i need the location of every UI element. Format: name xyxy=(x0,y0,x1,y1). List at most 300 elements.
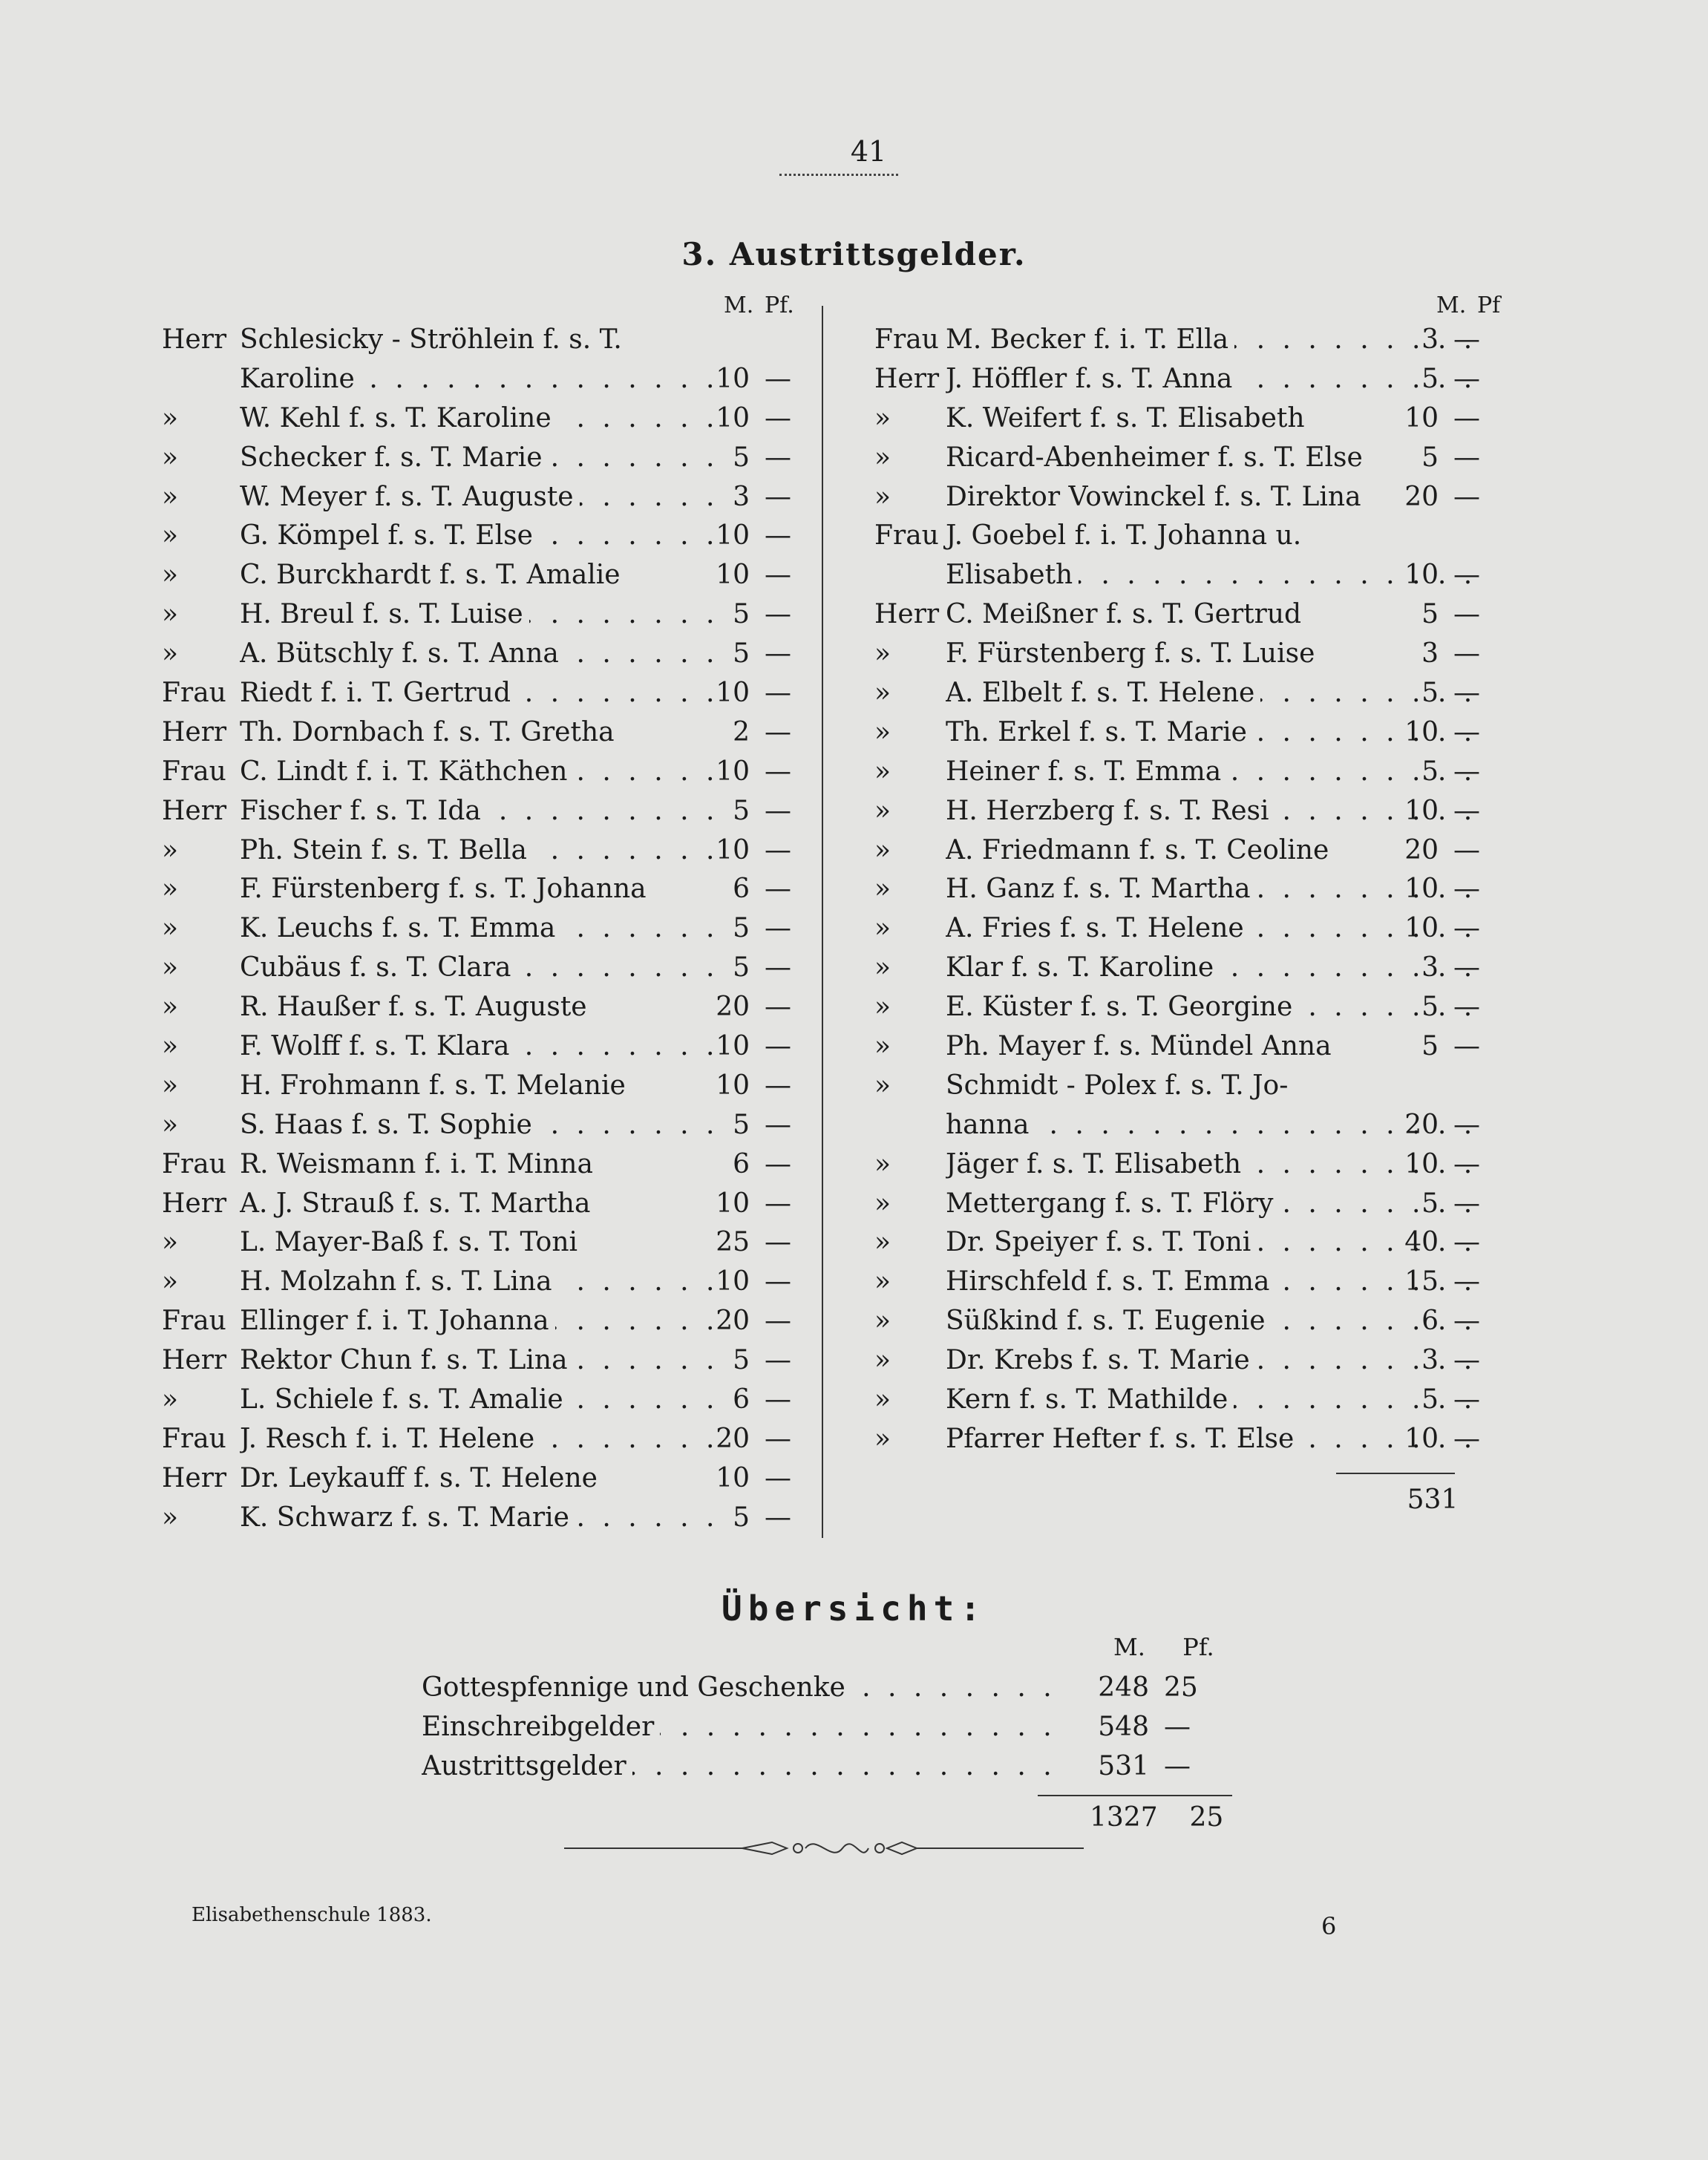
entry-name xyxy=(240,1145,730,1185)
entry-name-text: A. J. Strauß f. s. T. Martha xyxy=(240,1188,596,1219)
amount-pfennig: — xyxy=(1453,442,1480,473)
entry-name-text: C. Meißner f. s. T. Gertrud xyxy=(946,599,1307,629)
entry-title: Frau xyxy=(162,1423,226,1454)
amount-pfennig: — xyxy=(1453,1031,1480,1062)
entry-title: Herr xyxy=(162,324,227,355)
entry-title: Herr xyxy=(874,599,940,630)
amount-pfennig: — xyxy=(765,1188,791,1219)
entry-name-text: Th. Dornbach f. s. T. Gretha xyxy=(240,717,621,747)
amount-mark: 10 xyxy=(1404,1148,1439,1179)
entry-title: » xyxy=(874,1031,891,1062)
entry-name-text: H. Molzahn f. s. T. Lina xyxy=(240,1266,558,1297)
entry-title: » xyxy=(874,481,891,512)
entry-name-text: Mettergang f. s. T. Flöry xyxy=(946,1188,1279,1219)
amount-mark: 5 xyxy=(733,1109,750,1140)
entry-name xyxy=(240,1106,730,1145)
amount-mark: 3 xyxy=(1421,1345,1439,1376)
amount-pfennig: — xyxy=(765,481,791,512)
entry-name xyxy=(240,949,730,988)
entry-title: » xyxy=(162,520,179,552)
right-head-pf: Pf xyxy=(1477,292,1501,318)
amount-pfennig: — xyxy=(1453,874,1480,905)
amount-mark: 5 xyxy=(733,913,750,944)
amount-mark: 20 xyxy=(1404,1109,1439,1140)
entry-name-text: H. Herzberg f. s. T. Resi xyxy=(946,796,1275,826)
amount-mark: 5 xyxy=(733,1502,750,1533)
entry-name-text: Ph. Stein f. s. T. Bella xyxy=(240,835,533,865)
amount-mark: 20 xyxy=(716,1423,750,1454)
amount-mark: 25 xyxy=(716,1227,750,1258)
entry-name xyxy=(240,1341,730,1381)
entry-title: » xyxy=(162,1502,179,1533)
entry-name-text: K. Schwarz f. s. T. Marie xyxy=(240,1502,575,1533)
amount-mark: 2 xyxy=(733,716,750,747)
entry-name xyxy=(240,831,730,871)
entry-title: » xyxy=(162,1031,179,1062)
entry-name xyxy=(240,360,730,399)
entry-name xyxy=(240,399,730,439)
entry-name xyxy=(240,988,730,1027)
entry-title: Frau xyxy=(874,520,939,552)
page-number-ornament xyxy=(779,166,898,176)
amount-mark: 10 xyxy=(716,678,750,709)
entry-title: » xyxy=(162,442,179,473)
overview-label xyxy=(422,1668,1053,1708)
amount-pfennig: — xyxy=(1453,1148,1480,1179)
amount-mark: 3 xyxy=(1421,952,1439,984)
amount-pfennig: — xyxy=(1453,716,1480,747)
entry-title: » xyxy=(874,913,891,944)
amount-pfennig: — xyxy=(1453,402,1480,433)
overview-label-text: Austrittsgelder xyxy=(422,1751,632,1781)
entry-name-text: F. Fürstenberg f. s. T. Luise xyxy=(946,638,1321,669)
entry-title: » xyxy=(874,1188,891,1219)
entry-title: » xyxy=(874,952,891,984)
entry-title: » xyxy=(874,1148,891,1179)
entry-title: » xyxy=(162,834,179,865)
amount-mark: 10 xyxy=(716,1031,750,1062)
amount-mark: 10 xyxy=(716,402,750,433)
entry-name-text: Direktor Vowinckel f. s. T. Lina xyxy=(946,482,1367,512)
amount-pfennig: — xyxy=(765,1502,791,1533)
overview-head-pf: Pf. xyxy=(1182,1633,1214,1661)
amount-pfennig: — xyxy=(1453,1266,1480,1297)
entry-name-text: Riedt f. i. T. Gertrud xyxy=(240,678,517,708)
entry-title: » xyxy=(162,481,179,512)
entry-name-text: H. Ganz f. s. T. Martha xyxy=(946,874,1257,904)
amount-mark: 5 xyxy=(1421,756,1439,787)
entry-name xyxy=(240,321,730,360)
entry-name xyxy=(240,1420,730,1459)
amount-mark: 10 xyxy=(716,1266,750,1297)
entry-title: Frau xyxy=(162,756,226,787)
entry-name xyxy=(240,1263,730,1302)
amount-pfennig: — xyxy=(1453,1423,1480,1454)
entry-name-text: Heiner f. s. T. Emma xyxy=(946,756,1227,787)
entry-title: » xyxy=(162,874,179,905)
column-separator xyxy=(822,306,823,1538)
entry-name xyxy=(240,713,730,753)
amount-pfennig: — xyxy=(1453,638,1480,670)
entry-title: » xyxy=(162,1266,179,1297)
entry-name-text: Ellinger f. i. T. Johanna xyxy=(240,1306,555,1336)
overview-label-text: Einschreibgelder xyxy=(422,1712,660,1742)
amount-mark: 10 xyxy=(716,834,750,865)
entry-name xyxy=(240,1499,730,1538)
amount-pfennig: — xyxy=(765,913,791,944)
entry-title: » xyxy=(874,1345,891,1376)
entry-title: Frau xyxy=(162,1148,226,1179)
amount-pfennig: — xyxy=(765,363,791,394)
entry-title: » xyxy=(162,638,179,670)
entry-name xyxy=(240,1223,730,1263)
entry-title: » xyxy=(874,1070,891,1101)
entry-name-text: Cubäus f. s. T. Clara xyxy=(240,952,517,983)
amount-mark: 10 xyxy=(1404,1423,1439,1454)
overview-amount-mark: 531 xyxy=(1098,1751,1149,1781)
amount-pfennig: — xyxy=(765,1148,791,1179)
entry-title: » xyxy=(162,1109,179,1140)
overview-title: Übersicht: xyxy=(722,1588,986,1629)
overview-amount-pfennig: — xyxy=(1164,1751,1191,1781)
overview-amount-pfennig: — xyxy=(1164,1712,1191,1742)
entry-name xyxy=(240,1302,730,1341)
entry-name-text: Jäger f. s. T. Elisabeth xyxy=(946,1149,1247,1179)
amount-pfennig: — xyxy=(1453,1109,1480,1140)
entry-name-text: E. Küster f. s. T. Georgine xyxy=(946,992,1298,1022)
entry-name xyxy=(240,1459,730,1499)
amount-pfennig: — xyxy=(765,678,791,709)
overview-row xyxy=(422,1707,1238,1747)
amount-mark: 5 xyxy=(733,442,750,473)
amount-mark: 10 xyxy=(716,560,750,591)
amount-mark: 3 xyxy=(733,481,750,512)
entry-name-text: Elisabeth xyxy=(946,560,1079,590)
overview-total xyxy=(1090,1802,1223,1833)
amount-mark: 5 xyxy=(733,599,750,630)
entry-title: Herr xyxy=(162,1462,227,1493)
amount-mark: 10 xyxy=(716,363,750,394)
overview-total-pf: 25 xyxy=(1189,1802,1224,1833)
entry-name-text: Fischer f. s. T. Ida xyxy=(240,796,487,826)
amount-pfennig: — xyxy=(765,599,791,630)
entry-title: » xyxy=(162,1384,179,1416)
entry-name xyxy=(240,595,730,635)
entry-title: » xyxy=(162,599,179,630)
entry-title: » xyxy=(162,560,179,591)
entry-name-text: J. Resch f. i. T. Helene xyxy=(240,1424,540,1454)
amount-pfennig: — xyxy=(765,795,791,826)
entry-name-text: R. Weismann f. i. T. Minna xyxy=(240,1149,599,1179)
entry-title: Herr xyxy=(874,363,940,394)
entry-name-text: J. Höffler f. s. T. Anna xyxy=(946,364,1238,394)
entry-name-text: Schmidt - Polex f. s. T. Jo- xyxy=(946,1070,1294,1101)
entry-title: » xyxy=(162,952,179,984)
entry-title: » xyxy=(874,874,891,905)
amount-pfennig: — xyxy=(765,1423,791,1454)
amount-pfennig: — xyxy=(765,560,791,591)
entry-name xyxy=(946,1067,1489,1106)
entry-name-text: A. Bütschly f. s. T. Anna xyxy=(240,638,565,669)
amount-mark: 5 xyxy=(1421,599,1439,630)
entry-title: » xyxy=(162,1227,179,1258)
footer-signature-number: 6 xyxy=(1321,1912,1337,1940)
amount-mark: 10 xyxy=(1404,716,1439,747)
amount-pfennig: — xyxy=(1453,795,1480,826)
amount-pfennig: — xyxy=(765,716,791,747)
amount-mark: 20 xyxy=(1404,481,1439,512)
decorative-divider-icon xyxy=(564,1833,1084,1863)
amount-mark: 5 xyxy=(733,952,750,984)
entry-title: Herr xyxy=(162,1345,227,1376)
entry-name-text: F. Wolff f. s. T. Klara xyxy=(240,1031,515,1061)
amount-mark: 3 xyxy=(1421,324,1439,355)
amount-pfennig: — xyxy=(1453,1306,1480,1337)
amount-pfennig: — xyxy=(765,402,791,433)
entry-name-text: Hirschfeld f. s. T. Emma xyxy=(946,1266,1275,1297)
entry-title: » xyxy=(874,795,891,826)
overview-row xyxy=(422,1747,1238,1787)
amount-pfennig: — xyxy=(765,1462,791,1493)
amount-mark: 5 xyxy=(733,638,750,670)
entry-title: » xyxy=(874,834,891,865)
entry-title: » xyxy=(874,1384,891,1416)
amount-mark: 15 xyxy=(1404,1266,1439,1297)
entry-title: » xyxy=(162,1070,179,1101)
entry-title: » xyxy=(874,1227,891,1258)
entry-name xyxy=(240,1381,730,1420)
entry-title: Frau xyxy=(874,324,939,355)
amount-pfennig: — xyxy=(765,1070,791,1101)
amount-mark: 40 xyxy=(1404,1227,1439,1258)
amount-mark: 5 xyxy=(1421,1031,1439,1062)
entry-name-text: K. Weifert f. s. T. Elisabeth xyxy=(946,403,1311,433)
entry-title: » xyxy=(162,992,179,1023)
amount-pfennig: — xyxy=(1453,1345,1480,1376)
amount-pfennig: — xyxy=(765,874,791,905)
amount-mark: 6 xyxy=(1421,1306,1439,1337)
amount-mark: 5 xyxy=(1421,442,1439,473)
entry-title: » xyxy=(874,402,891,433)
amount-mark: 6 xyxy=(733,1384,750,1416)
amount-pfennig: — xyxy=(1453,992,1480,1023)
amount-mark: 10 xyxy=(1404,874,1439,905)
amount-mark: 20 xyxy=(716,1306,750,1337)
right-column-total: 531 xyxy=(1407,1485,1459,1515)
amount-pfennig: — xyxy=(765,520,791,552)
entry-name-text: A. Fries f. s. T. Helene xyxy=(946,913,1250,943)
entry-name-text: C. Burckhardt f. s. T. Amalie xyxy=(240,560,626,590)
amount-pfennig: — xyxy=(765,1109,791,1140)
amount-pfennig: — xyxy=(1453,599,1480,630)
entry-name xyxy=(946,517,1489,556)
entry-name-text: H. Frohmann f. s. T. Melanie xyxy=(240,1070,632,1101)
amount-pfennig: — xyxy=(765,834,791,865)
entry-title: » xyxy=(874,638,891,670)
entry-name-text: Schlesicky - Ströhlein f. s. T. xyxy=(240,324,628,355)
entry-name-text: Karoline xyxy=(240,364,361,394)
entry-name-text: Dr. Speiyer f. s. T. Toni xyxy=(946,1227,1257,1257)
entry-title: » xyxy=(162,913,179,944)
entry-name xyxy=(240,792,730,831)
amount-mark: 10 xyxy=(1404,913,1439,944)
section-title: 3. Austrittsgelder. xyxy=(681,236,1027,272)
overview-amount-mark: 548 xyxy=(1098,1712,1149,1742)
entry-name-text: G. Kömpel f. s. T. Else xyxy=(240,520,539,551)
overview-row xyxy=(422,1668,1238,1708)
entry-title: Frau xyxy=(162,678,226,709)
entry-name-text: K. Leuchs f. s. T. Emma xyxy=(240,913,561,943)
amount-pfennig: — xyxy=(1453,560,1480,591)
amount-mark: 5 xyxy=(1421,363,1439,394)
entry-name-text: Dr. Krebs f. s. T. Marie xyxy=(946,1345,1256,1375)
amount-mark: 10 xyxy=(1404,795,1439,826)
amount-pfennig: — xyxy=(1453,324,1480,355)
entry-name xyxy=(240,1185,730,1224)
amount-mark: 5 xyxy=(1421,678,1439,709)
overview-head-m: M. xyxy=(1113,1633,1145,1661)
amount-pfennig: — xyxy=(1453,1227,1480,1258)
amount-mark: 10 xyxy=(716,520,750,552)
entry-name-text: H. Breul f. s. T. Luise xyxy=(240,599,529,629)
amount-mark: 10 xyxy=(716,756,750,787)
amount-pfennig: — xyxy=(765,952,791,984)
amount-mark: 5 xyxy=(733,1345,750,1376)
entry-title: Herr xyxy=(162,716,227,747)
entry-title: » xyxy=(162,402,179,433)
amount-mark: 6 xyxy=(733,874,750,905)
page-number: 41 xyxy=(850,135,887,168)
amount-pfennig: — xyxy=(765,1306,791,1337)
entry-name-text: A. Elbelt f. s. T. Helene xyxy=(946,678,1260,708)
amount-pfennig: — xyxy=(765,1384,791,1416)
entry-name-text: L. Mayer-Baß f. s. T. Toni xyxy=(240,1227,583,1257)
amount-mark: 5 xyxy=(733,795,750,826)
overview-label xyxy=(422,1747,1053,1787)
entry-name xyxy=(240,1027,730,1067)
entry-name-text: Kern f. s. T. Mathilde xyxy=(946,1384,1234,1415)
entry-name-text: L. Schiele f. s. T. Amalie xyxy=(240,1384,569,1415)
amount-pfennig: — xyxy=(1453,481,1480,512)
entry-title: » xyxy=(874,756,891,787)
entry-name-text: A. Friedmann f. s. T. Ceoline xyxy=(946,835,1335,865)
entry-title: » xyxy=(874,1306,891,1337)
entry-name-text: R. Haußer f. s. T. Auguste xyxy=(240,992,593,1022)
amount-pfennig: — xyxy=(1453,1188,1480,1219)
left-head-m: M. xyxy=(724,292,754,318)
amount-mark: 10 xyxy=(1404,402,1439,433)
amount-pfennig: — xyxy=(765,1031,791,1062)
entry-name-text: C. Lindt f. i. T. Käthchen xyxy=(240,756,574,787)
amount-mark: 20 xyxy=(1404,834,1439,865)
overview-total-rule xyxy=(1038,1795,1232,1796)
entry-name-text: Süßkind f. s. T. Eugenie xyxy=(946,1306,1272,1336)
entry-name xyxy=(240,674,730,713)
entry-name xyxy=(240,753,730,792)
amount-pfennig: — xyxy=(765,1345,791,1376)
amount-mark: 5 xyxy=(1421,1188,1439,1219)
amount-mark: 10 xyxy=(1404,560,1439,591)
amount-mark: 6 xyxy=(733,1148,750,1179)
amount-pfennig: — xyxy=(1453,913,1480,944)
total-rule xyxy=(1336,1473,1455,1474)
entry-title: » xyxy=(874,992,891,1023)
overview-amount-pfennig: 25 xyxy=(1164,1672,1198,1703)
entry-name-text: Ph. Mayer f. s. Mündel Anna xyxy=(946,1031,1338,1061)
amount-pfennig: — xyxy=(765,1266,791,1297)
amount-mark: 10 xyxy=(716,1462,750,1493)
entry-name xyxy=(240,478,730,517)
entry-name-text: J. Goebel f. i. T. Johanna u. xyxy=(946,520,1307,551)
entry-title: » xyxy=(874,1266,891,1297)
entry-name-text: S. Haas f. s. T. Sophie xyxy=(240,1110,538,1140)
entry-name xyxy=(240,556,730,595)
amount-pfennig: — xyxy=(765,442,791,473)
left-head-pf: Pf. xyxy=(765,292,794,318)
entry-name-text: Rektor Chun f. s. T. Lina xyxy=(240,1345,574,1375)
entry-title: Herr xyxy=(162,795,227,826)
amount-pfennig: — xyxy=(765,1227,791,1258)
entry-name-text: Ricard-Abenheimer f. s. T. Else xyxy=(946,442,1369,473)
entry-name-text: Schecker f. s. T. Marie xyxy=(240,442,549,473)
amount-mark: 5 xyxy=(1421,992,1439,1023)
amount-pfennig: — xyxy=(1453,834,1480,865)
amount-pfennig: — xyxy=(1453,756,1480,787)
entry-name xyxy=(240,870,730,909)
amount-mark: 20 xyxy=(716,992,750,1023)
entry-title: » xyxy=(874,716,891,747)
overview-amount-mark: 248 xyxy=(1098,1672,1149,1703)
entry-name-text: W. Kehl f. s. T. Karoline xyxy=(240,403,557,433)
entry-name-text: hanna xyxy=(946,1110,1035,1140)
amount-pfennig: — xyxy=(1453,678,1480,709)
entry-name xyxy=(240,517,730,556)
overview-head xyxy=(1113,1633,1214,1661)
amount-pfennig: — xyxy=(1453,363,1480,394)
amount-mark: 3 xyxy=(1421,638,1439,670)
amount-pfennig: — xyxy=(1453,952,1480,984)
entry-name-text: Pfarrer Hefter f. s. T. Else xyxy=(946,1424,1300,1454)
entry-title: » xyxy=(874,1423,891,1454)
entry-title: Herr xyxy=(162,1188,227,1219)
entry-title: » xyxy=(874,678,891,709)
amount-pfennig: — xyxy=(1453,1384,1480,1416)
entry-name xyxy=(240,1067,730,1106)
overview-label xyxy=(422,1707,1053,1747)
entry-name-text: M. Becker f. i. T. Ella xyxy=(946,324,1234,355)
amount-mark: 5 xyxy=(1421,1384,1439,1416)
entry-title: Frau xyxy=(162,1306,226,1337)
overview-total-m: 1327 xyxy=(1090,1802,1158,1833)
entry-name xyxy=(240,635,730,674)
entry-name-text: Th. Erkel f. s. T. Marie xyxy=(946,717,1253,747)
right-head-m: M. xyxy=(1436,292,1467,318)
entry-name-text: Dr. Leykauff f. s. T. Helene xyxy=(240,1463,603,1493)
entry-name-text: Klar f. s. T. Karoline xyxy=(946,952,1220,983)
entry-name xyxy=(240,909,730,949)
entry-title: » xyxy=(874,442,891,473)
entry-name-text: F. Fürstenberg f. s. T. Johanna xyxy=(240,874,652,904)
entry-name xyxy=(240,439,730,478)
footer-school-year: Elisabethenschule 1883. xyxy=(192,1904,432,1926)
amount-pfennig: — xyxy=(765,992,791,1023)
entry-name-text: W. Meyer f. s. T. Auguste xyxy=(240,482,580,512)
amount-mark: 10 xyxy=(716,1070,750,1101)
amount-mark: 10 xyxy=(716,1188,750,1219)
amount-pfennig: — xyxy=(765,756,791,787)
overview-label-text: Gottespfennige und Geschenke xyxy=(422,1672,851,1703)
amount-pfennig: — xyxy=(765,638,791,670)
